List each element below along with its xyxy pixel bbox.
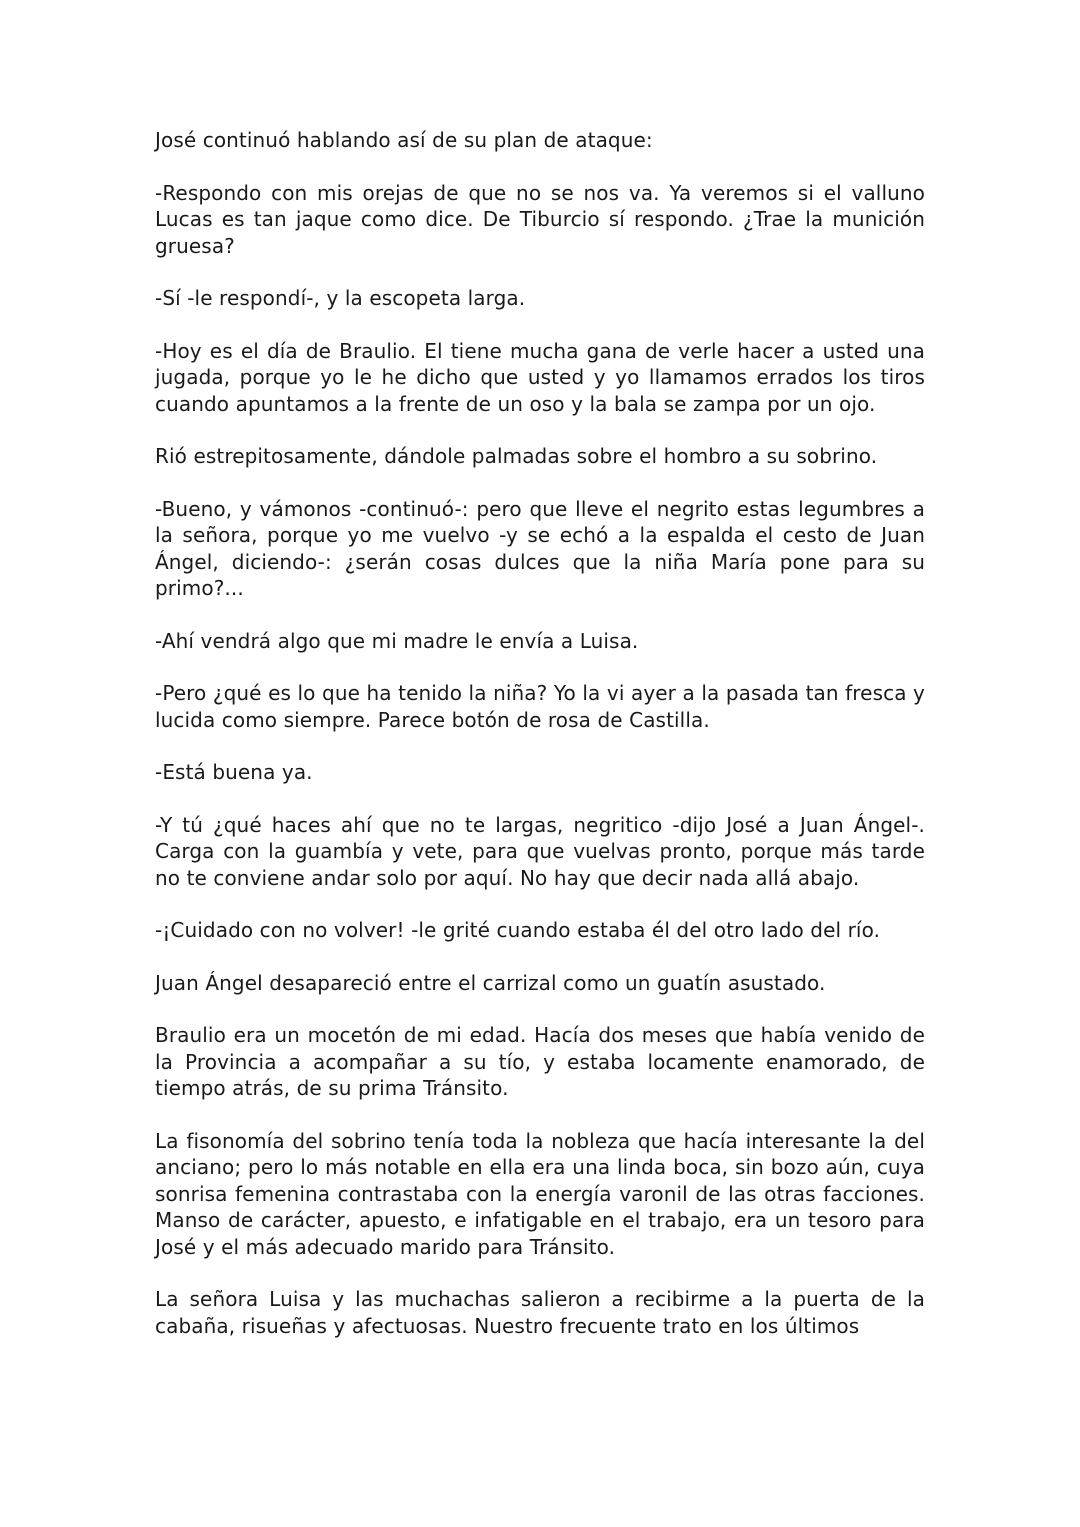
paragraph: La señora Luisa y las muchachas salieron a recibirme a la puerta de la cabaña, risueñas y afectuosas. Nuestro frecuente trato en los últimos [155,1287,925,1338]
document-page [155,127,925,1339]
paragraph: -Pero ¿qué es lo que ha tenido la niña? Yo la vi ayer a la pasada tan fresca y lucida como siempre. Parece botón de rosa de Castilla. [155,681,925,732]
paragraph: La fisonomía del sobrino tenía toda la nobleza que hacía interesante la del anciano; pero lo más notable en ella era una linda boca, sin bozo aún, cuya sonrisa femenina contrastaba con la energía varonil de las otras facciones. Manso de carácter, apuesto, e infatigable en el trabajo, era un tesoro para José y el más adecuado marido para Tránsito. [155,1128,925,1259]
paragraph: -Ahí vendrá algo que mi madre le envía a Luisa. [155,628,639,653]
paragraph: Juan Ángel desapareció entre el carrizal como un guatín asustado. [155,970,826,995]
paragraph: -Hoy es el día de Braulio. El tiene mucha gana de verle hacer a usted una jugada, porque yo le he dicho que usted y yo llamamos errados los tiros cuando apuntamos a la frente de un oso y la bala se zampa por un ojo. [155,338,925,416]
paragraph: -Respondo con mis orejas de que no se nos va. Ya veremos si el valluno Lucas es tan jaque como dice. De Tiburcio sí respondo. ¿Trae la munición gruesa? [155,180,925,258]
paragraph: -Está buena ya. [155,760,313,784]
paragraph: Rió estrepitosamente, dándole palmadas sobre el hombro a su sobrino. [155,444,878,468]
paragraph: -Bueno, y vámonos -continuó-: pero que lleve el negrito estas legumbres a la señora, porque yo me vuelvo -y se echó a la espalda el cesto de Juan Ángel, diciendo-: ¿serán cosas dulces que la niña María pone para su primo?... [155,496,925,600]
paragraph: Braulio era un mocetón de mi edad. Hacía dos meses que había venido de la Provincia a acompañar a su tío, y estaba locamente enamorado, de tiempo atrás, de su prima Tránsito. [155,1023,925,1100]
paragraph: -Sí -le respondí-, y la escopeta larga. [155,286,526,310]
paragraph: -¡Cuidado con no volver! -le grité cuando estaba él del otro lado del río. [155,918,881,942]
paragraph: -Y tú ¿qué haces ahí que no te largas, negritico -dijo José a Juan Ángel-. Carga con la guambía y vete, para que vuelvas pronto, porque más tarde no te conviene andar solo por aquí. No hay que decir nada allá abajo. [155,812,925,890]
paragraph: José continuó hablando así de su plan de ataque: [155,128,653,152]
